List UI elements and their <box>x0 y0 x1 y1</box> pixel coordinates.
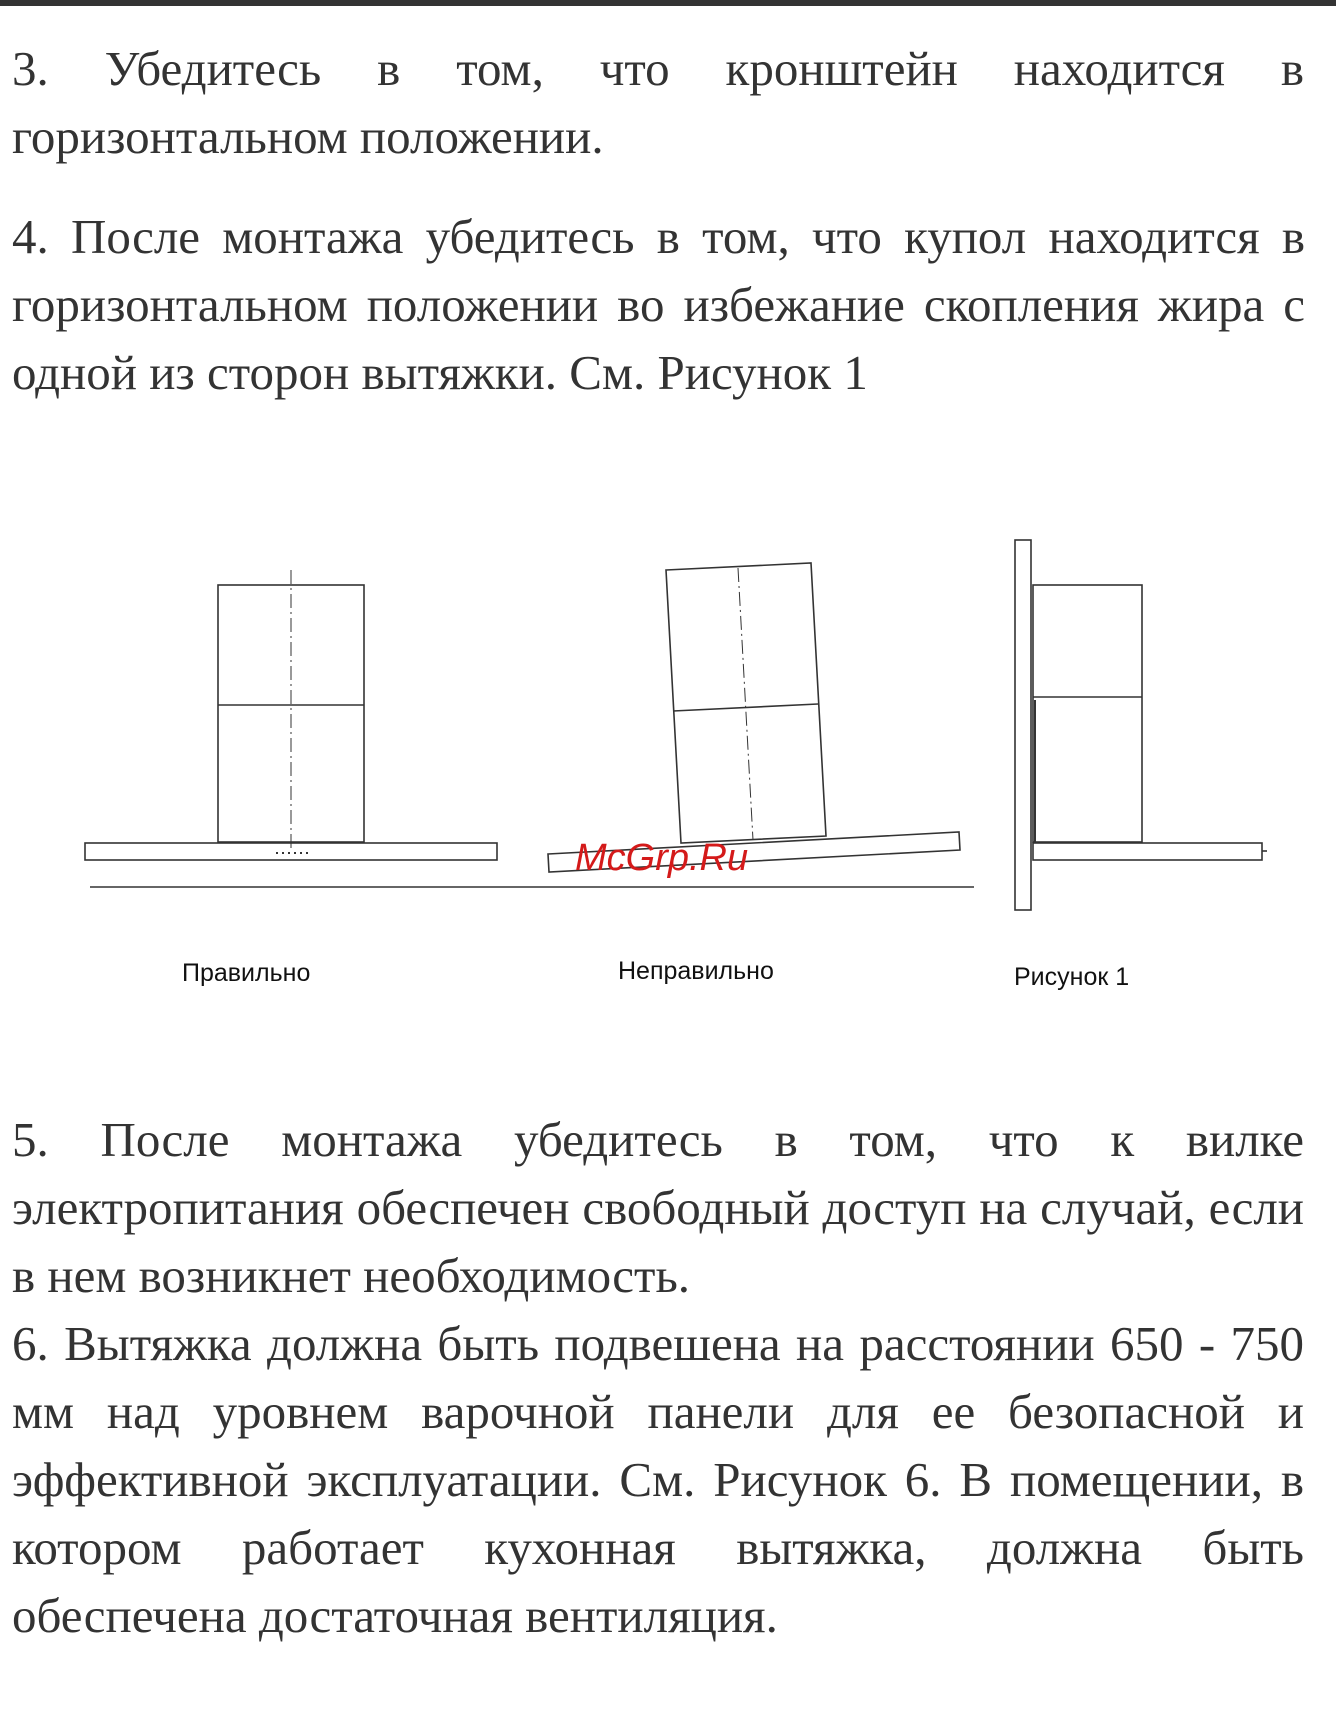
correct-hood-drawing <box>85 570 497 860</box>
side-view-drawing <box>1015 540 1267 910</box>
top-rule <box>0 0 1336 6</box>
incorrect-hood-drawing <box>548 563 960 872</box>
instruction-paragraph-5: 5. После монтажа убедитесь в том, что к вилке электропитания обеспечен свободный доступ на случай, если в нем возникнет необходимость. <box>12 1112 1304 1303</box>
caption-correct: Правильно <box>182 959 311 987</box>
instruction-paragraph-4: 4. После монтажа убедитесь в том, что купол находится в горизонтальном положении во избежание скопления жира с одной из сторон вытяжки. См. Рисунок 1 <box>12 209 1305 400</box>
instruction-paragraph-3: 3. Убедитесь в том, что кронштейн находится в горизонтальном положении. <box>12 41 1304 164</box>
caption-incorrect: Неправильно <box>618 957 774 985</box>
caption-figure-1: Рисунок 1 <box>1014 963 1130 991</box>
hood-installation-figure <box>0 510 1336 1030</box>
instruction-paragraph-6: 6. Вытяжка должна быть подвешена на расстоянии 650 - 750 мм над уровнем варочной панели для ее безопасной и эффективной эксплуатации. См. Рисунок 6. В помещении, в котором работает кухонная вытяжка, должна быть обеспечена достаточная вентиляция. <box>12 1316 1304 1643</box>
watermark: McGrp.Ru <box>575 837 749 879</box>
